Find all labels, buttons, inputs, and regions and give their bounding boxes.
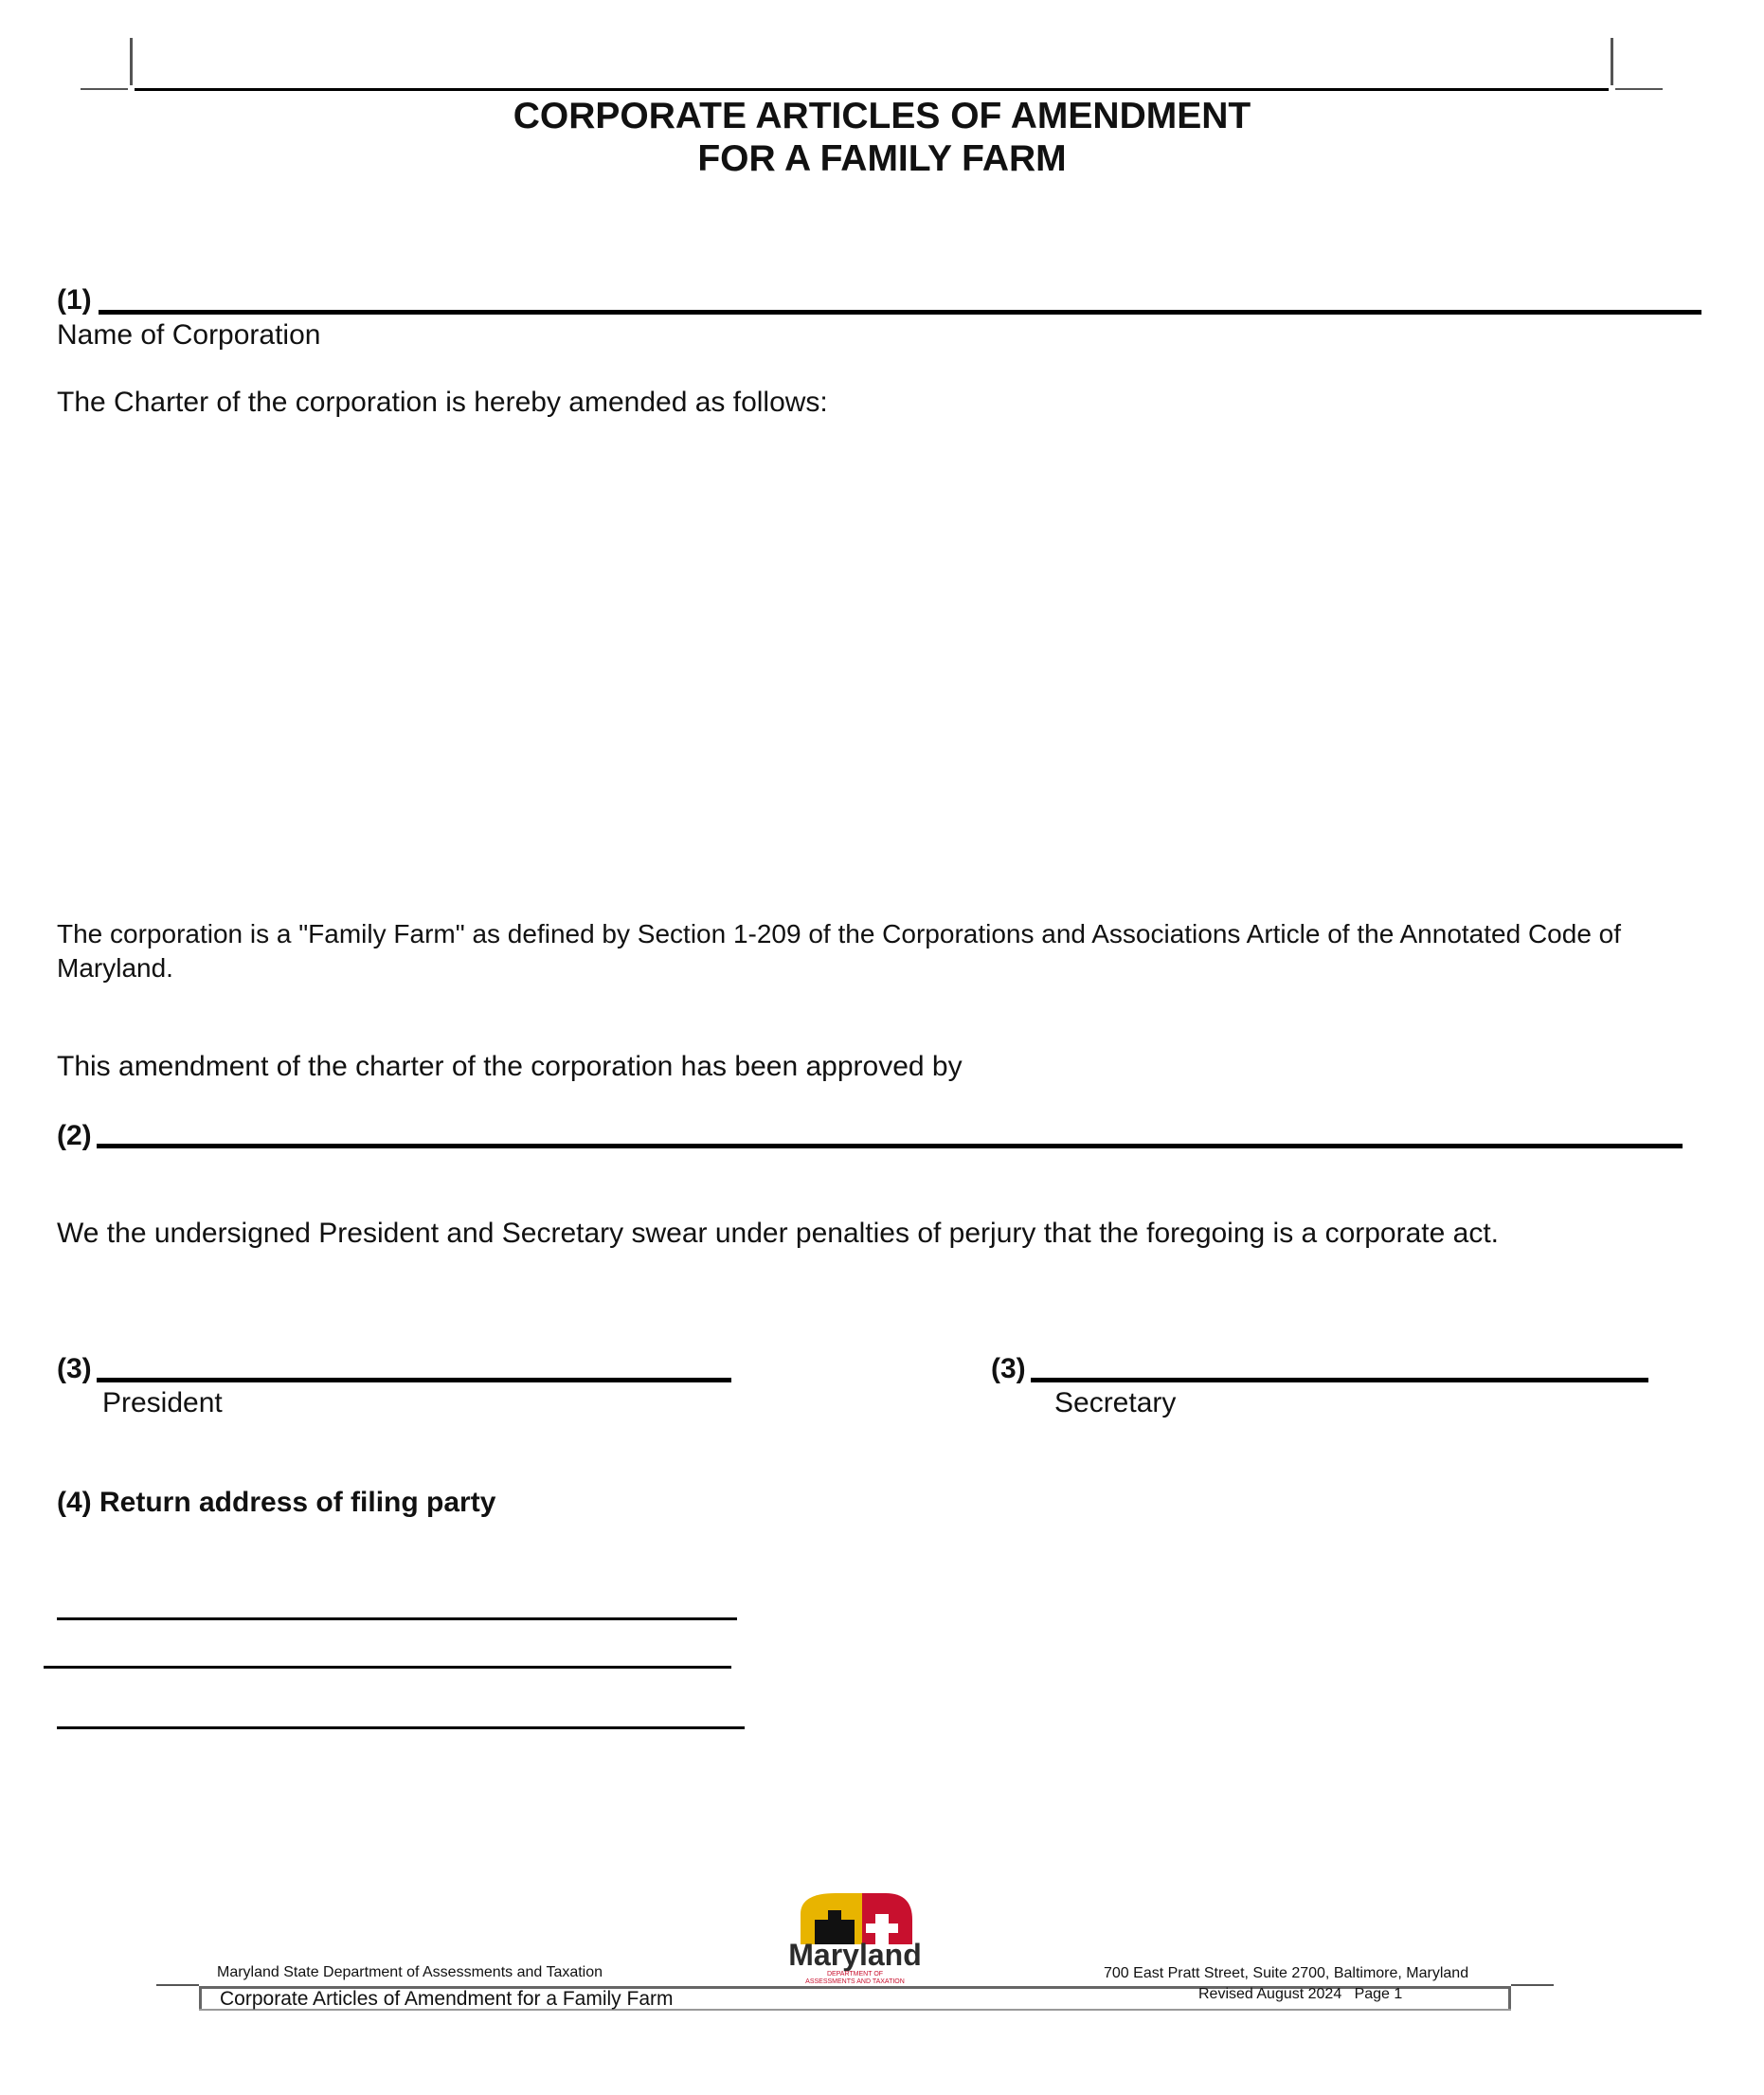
corporation-name-label: Name of Corporation	[57, 319, 321, 351]
return-address-line-1[interactable]	[57, 1617, 737, 1620]
page-title	[0, 95, 1764, 180]
logo-wordmark: Maryland	[788, 1938, 922, 1972]
approval-text: This amendment of the charter of the corporation has been approved by	[57, 1051, 963, 1082]
secretary-signature-line[interactable]	[1031, 1378, 1648, 1382]
logo-subtitle-1: DEPARTMENT OF	[826, 1971, 884, 1978]
footer-address: 700 East Pratt Street, Suite 2700, Baltimore, Maryland	[1104, 1965, 1469, 1981]
footer-form-name: Corporate Articles of Amendment for a Family Farm	[220, 1988, 674, 2010]
header-rule	[135, 88, 1609, 91]
footer-agency: Maryland State Department of Assessments and Taxation	[217, 1964, 603, 1980]
president-signature-line[interactable]	[97, 1378, 731, 1382]
footer-box-right	[1508, 1986, 1511, 2011]
return-address-label: (4) Return address of filing party	[57, 1487, 496, 1518]
footer-box-left	[199, 1986, 202, 2011]
secretary-label: Secretary	[1054, 1387, 1177, 1418]
logo-subtitle-2: ASSESSMENTS AND TAXATION	[805, 1978, 905, 1985]
footer-crop-right	[1511, 1984, 1554, 1986]
president-label: President	[102, 1387, 223, 1418]
field-number-2: (2)	[57, 1120, 92, 1151]
crop-mark-top-right-horizontal	[1615, 88, 1663, 90]
footer-page-number: Page 1	[1354, 1986, 1403, 2002]
footer-revision	[1198, 1986, 1402, 2003]
amendment-text-area[interactable]	[57, 431, 1686, 905]
approved-by-line[interactable]	[97, 1144, 1683, 1148]
title-line-2: FOR A FAMILY FARM	[697, 138, 1067, 179]
field-number-1: (1)	[57, 284, 92, 316]
crop-mark-top-right-vertical	[1611, 38, 1613, 85]
corporation-name-line[interactable]	[99, 310, 1701, 315]
footer-crop-left	[156, 1984, 199, 1986]
crop-mark-top-left-vertical	[130, 38, 133, 85]
oath-statement: We the undersigned President and Secretary swear under penalties of perjury that the foregoing is a corporate act.	[57, 1218, 1500, 1249]
charter-intro-text: The Charter of the corporation is hereby amended as follows:	[57, 387, 828, 418]
footer-revision-date: Revised August 2024	[1198, 1986, 1342, 2002]
maryland-logo	[758, 1886, 952, 1999]
crop-mark-top-left-horizontal	[81, 88, 128, 90]
title-line-1: CORPORATE ARTICLES OF AMENDMENT	[513, 96, 1251, 136]
family-farm-statement: The corporation is a "Family Farm" as defined by Section 1-209 of the Corporations and Associations Article of the Annotated Code of Maryland.	[57, 919, 1622, 983]
footer	[0, 1886, 1764, 2018]
return-address-line-2[interactable]	[44, 1666, 731, 1669]
return-address-line-3[interactable]	[57, 1726, 745, 1729]
field-number-3-secretary: (3)	[991, 1353, 1026, 1384]
field-number-3-president: (3)	[57, 1353, 92, 1384]
